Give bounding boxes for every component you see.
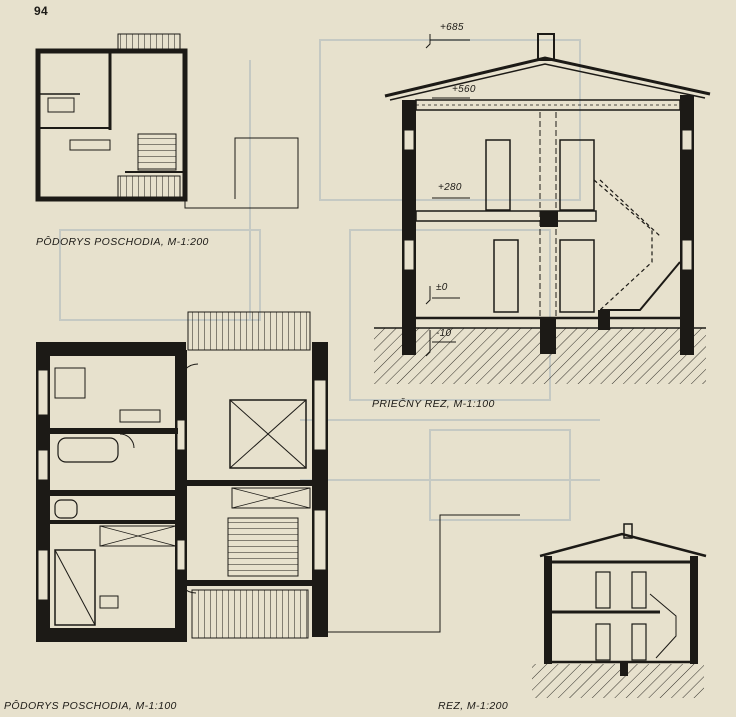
cross-section [374,34,710,384]
reverse-page-show-through [60,40,600,520]
small-section [532,524,706,698]
small-floor-plan [38,34,298,208]
caption-cross-section: PRIEČNY REZ, M-1:100 [372,398,495,410]
level-ground: ±0 [436,282,448,293]
caption-upper-floor-large: PÔDORYS POSCHODIA, M-1:100 [4,700,177,712]
level-ridge: +685 [440,22,464,33]
level-eaves: +560 [452,84,476,95]
caption-upper-floor-small: PÔDORYS POSCHODIA, M-1:200 [36,236,209,248]
caption-section-small: REZ, M-1:200 [438,700,509,712]
level-floor: +280 [438,182,462,193]
page-number: 94 [34,4,48,18]
level-below: -10 [436,328,452,339]
